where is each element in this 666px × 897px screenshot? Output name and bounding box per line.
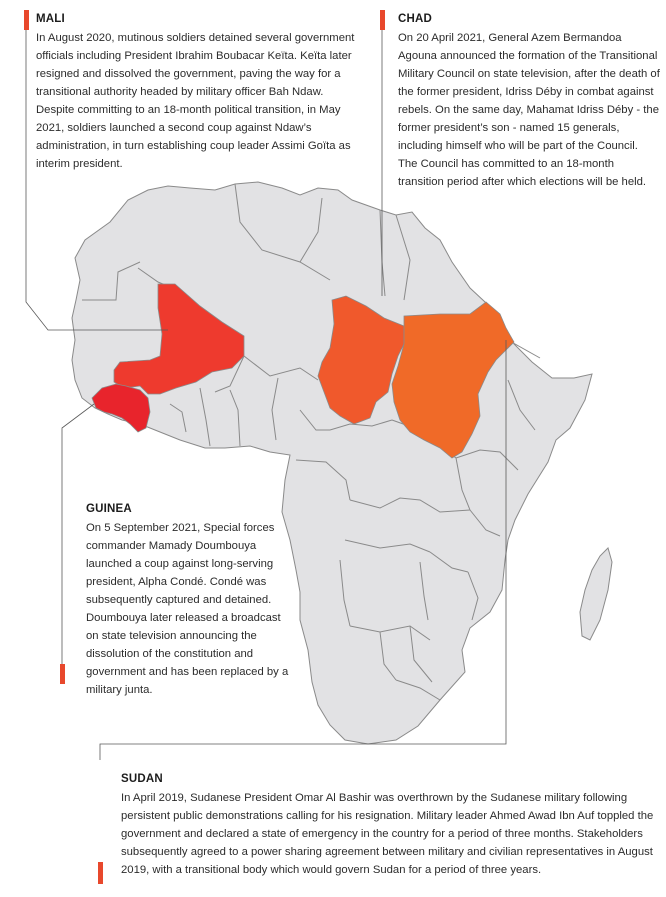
chad-title: CHAD xyxy=(398,13,433,25)
guinea-accent-bar xyxy=(60,664,65,684)
mali-title: MALI xyxy=(36,13,65,25)
guinea-body: On 5 September 2021, Special forces commander Mamady Doumbouya launched a coup against long-serving president, Alpha Condé. Condé was subsequently captured and detained. Doumbouya later released a broadcast on state television announcing the dissolution of the constitution and government and has been replaced by a military junta. xyxy=(86,522,289,696)
chad-callout xyxy=(398,10,660,191)
sudan-body: In April 2019, Sudanese President Omar Al Bashir was overthrown by the Sudanese military following persistent public demonstrations calling for his resignation. Military leader Ahmed Awad Ibn Auf toppled the government and declared a state of emergency in the country for a period of three months. Stakeholders subsequently agreed to a power sharing agreement between military and civilian representatives in August 2019, with a transitional body which would govern Sudan for a period of three years. xyxy=(121,792,654,876)
mali-callout xyxy=(36,10,356,173)
madagascar xyxy=(580,548,612,640)
sudan-callout xyxy=(121,770,661,879)
mali-accent-bar xyxy=(24,10,29,30)
sudan-title: SUDAN xyxy=(121,773,163,785)
mali-body: In August 2020, mutinous soldiers detained several government officials including President Ibrahim Boubacar Keïta. Keïta later resigned and dissolved the government, paving the way for a transitional authority headed by military officer Bah Ndaw. Despite committing to an 18-month political transition, in May 2021, soldiers launched a second coup against Ndaw’s administration, in turn establishing coup leader Assimi Goïta as interim president. xyxy=(36,32,355,170)
chad-accent-bar xyxy=(380,10,385,30)
guinea-callout xyxy=(86,500,292,699)
chad-body: On 20 April 2021, General Azem Bermandoa Agouna announced the formation of the Transitional Military Council on state television, after the death of the former president, Idriss Déby in combat against rebels. On the same day, Mahamat Idriss Déby - the former president’s son - named 15 generals, including himself who will be part of the Council. The Council has committed to an 18-month transition period after which elections will be held. xyxy=(398,32,660,188)
country-guinea xyxy=(92,384,150,432)
sudan-accent-bar xyxy=(98,862,103,884)
guinea-title: GUINEA xyxy=(86,503,132,515)
